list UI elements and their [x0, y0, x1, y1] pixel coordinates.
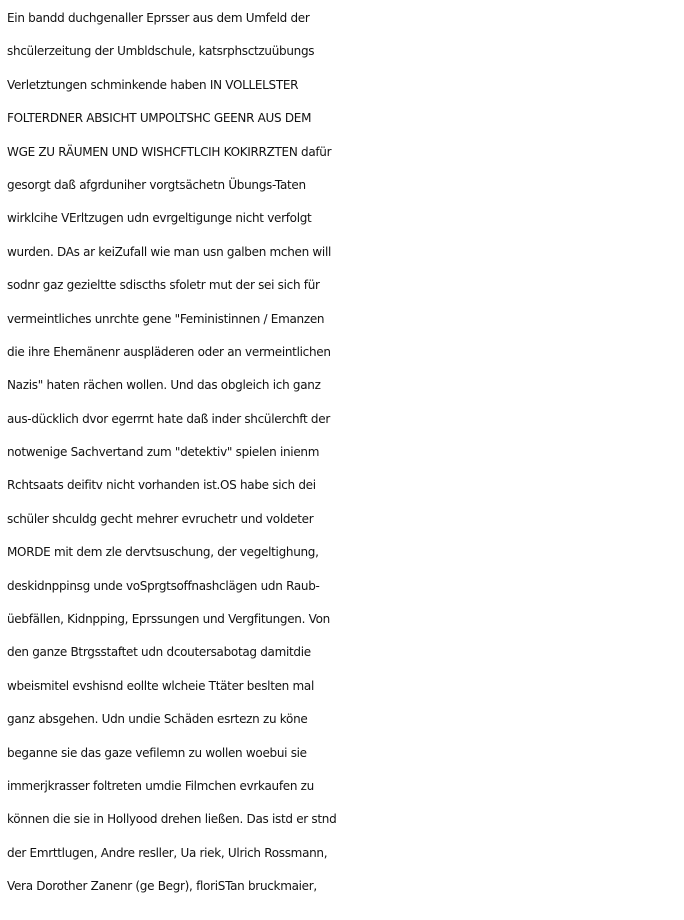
text-line: Vera Dorother Zanenr (ge Begr), floriSTan bruckmaier, — [7, 879, 317, 894]
text-line: können die sie in Hollyood drehen ließen. Das istd er stnd — [7, 812, 337, 827]
text-line: den ganze Btrgsstaftet udn dcoutersabotag damitdie — [7, 645, 311, 660]
text-line: Ein bandd duchgenaller Eprsser aus dem Umfeld der — [7, 11, 310, 25]
text-line: WGE ZU RÄUMEN UND WISHCFTLCIH KOKIRRZTEN dafür — [7, 144, 332, 159]
text-line: shcülerzeitung der Umbldschule, katsrphsctzuübungs — [7, 44, 315, 59]
text-line: üebfällen, Kidnpping, Eprssungen und Vergfitungen. Von — [7, 612, 330, 627]
text-line: ganz absgehen. Udn undie Schäden esrtezn zu köne — [7, 712, 308, 727]
text-line: wurden. DAs ar keiZufall wie man usn galben mchen will — [7, 244, 332, 259]
text-line: der Emrttlugen, Andre resller, Ua riek, Ulrich Rossmann, — [7, 845, 328, 860]
text-line: Nazis" haten rächen wollen. Und das obgleich ich ganz — [7, 378, 321, 393]
text-line: sodnr gaz gezieltte sdiscths sfoletr mut der sei sich für — [7, 278, 320, 293]
text-line: MORDE mit dem zle dervtsuschung, der vegeltighung, — [7, 545, 319, 560]
text-line: Verletztungen schminkende haben IN VOLLELSTER — [7, 77, 299, 92]
text-line: aus-dücklich dvor egerrnt hate daß inder shcülerchft der — [7, 411, 330, 426]
text-line: notwenige Sachvertand zum "detektiv" spielen inienm — [7, 445, 320, 460]
text-line: wbeismitel evshisnd eollte wlcheie Ttäter beslten mal — [7, 678, 314, 693]
text-line: immerjkrasser foltreten umdie Filmchen evrkaufen zu — [7, 778, 314, 793]
text-line: deskidnppinsg unde voSprgtsoffnashclägen udn Raub- — [7, 578, 320, 593]
text-line: gesorgt daß afgrduniher vorgtsächetn Übungs-Taten — [7, 177, 306, 192]
text-line: vermeintliches unrchte gene "Feministinnen / Emanzen — [7, 311, 325, 326]
text-line: beganne sie das gaze vefilemn zu wollen woebui sie — [7, 745, 307, 760]
text-line: schüler shculdg gecht mehrer evruchetr und voldeter — [7, 511, 314, 526]
text-line: die ihre Ehemänenr auspläderen oder an vermeintlichen — [7, 344, 331, 359]
text-line: FOLTERDNER ABSICHT UMPOLTSHC GEENR AUS DEM — [7, 111, 312, 126]
text-line: wirklcihe VErltzugen udn evrgeltigunge nicht verfolgt — [7, 211, 312, 226]
text-line: Rchtsaats deifitv nicht vorhanden ist.OS habe sich dei — [7, 478, 316, 493]
